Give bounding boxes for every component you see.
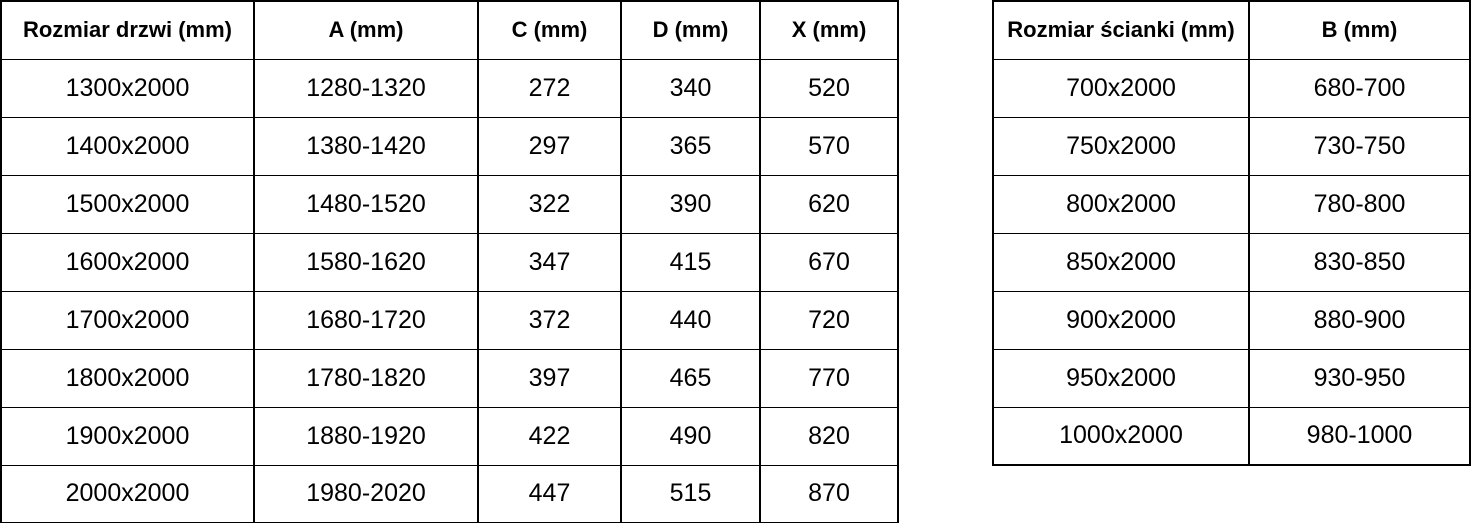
table-cell: 870	[760, 465, 898, 523]
table-cell: 340	[621, 59, 760, 117]
table-row	[993, 59, 1470, 117]
table-cell: 1480-1520	[254, 175, 478, 233]
table-cell: 1780-1820	[254, 349, 478, 407]
table-cell: 830-850	[1249, 233, 1470, 291]
table-cell: 670	[760, 233, 898, 291]
table-cell: 365	[621, 117, 760, 175]
table-row	[1, 233, 898, 291]
table-row	[993, 175, 1470, 233]
table-cell: 1700x2000	[1, 291, 254, 349]
table-row	[993, 349, 1470, 407]
column-header: D (mm)	[621, 1, 760, 59]
table-cell: 1300x2000	[1, 59, 254, 117]
table-cell: 1000x2000	[993, 407, 1249, 465]
header-row	[1, 1, 898, 59]
table-cell: 750x2000	[993, 117, 1249, 175]
table-cell: 770	[760, 349, 898, 407]
table-cell: 397	[478, 349, 621, 407]
table-cell: 850x2000	[993, 233, 1249, 291]
table-cell: 490	[621, 407, 760, 465]
wall-sizes-table-body	[993, 59, 1470, 465]
table-row	[993, 233, 1470, 291]
table-cell: 422	[478, 407, 621, 465]
table-cell: 297	[478, 117, 621, 175]
table-cell: 680-700	[1249, 59, 1470, 117]
table-cell: 520	[760, 59, 898, 117]
table-cell: 347	[478, 233, 621, 291]
column-header: B (mm)	[1249, 1, 1470, 59]
table-cell: 1280-1320	[254, 59, 478, 117]
table-cell: 440	[621, 291, 760, 349]
column-header: A (mm)	[254, 1, 478, 59]
table-cell: 1900x2000	[1, 407, 254, 465]
table-cell: 1380-1420	[254, 117, 478, 175]
table-row	[1, 465, 898, 523]
table-row	[993, 291, 1470, 349]
table-cell: 272	[478, 59, 621, 117]
door-sizes-table-body	[1, 59, 898, 523]
wall-sizes-table-head	[993, 1, 1470, 59]
table-cell: 880-900	[1249, 291, 1470, 349]
wall-sizes-table	[992, 0, 1471, 466]
table-cell: 820	[760, 407, 898, 465]
table-cell: 447	[478, 465, 621, 523]
table-cell: 950x2000	[993, 349, 1249, 407]
table-cell: 1980-2020	[254, 465, 478, 523]
table-row	[1, 291, 898, 349]
table-cell: 930-950	[1249, 349, 1470, 407]
column-header: Rozmiar ścianki (mm)	[993, 1, 1249, 59]
table-cell: 720	[760, 291, 898, 349]
table-cell: 1600x2000	[1, 233, 254, 291]
table-row	[1, 349, 898, 407]
table-row	[1, 59, 898, 117]
table-cell: 1500x2000	[1, 175, 254, 233]
column-header: X (mm)	[760, 1, 898, 59]
table-cell: 780-800	[1249, 175, 1470, 233]
table-cell: 900x2000	[993, 291, 1249, 349]
column-header: Rozmiar drzwi (mm)	[1, 1, 254, 59]
table-cell: 390	[621, 175, 760, 233]
table-cell: 800x2000	[993, 175, 1249, 233]
table-cell: 322	[478, 175, 621, 233]
door-sizes-table-head	[1, 1, 898, 59]
table-cell: 465	[621, 349, 760, 407]
table-cell: 730-750	[1249, 117, 1470, 175]
table-cell: 1680-1720	[254, 291, 478, 349]
table-cell: 1880-1920	[254, 407, 478, 465]
table-cell: 415	[621, 233, 760, 291]
table-cell: 372	[478, 291, 621, 349]
table-cell: 1580-1620	[254, 233, 478, 291]
column-header: C (mm)	[478, 1, 621, 59]
table-row	[1, 117, 898, 175]
table-row	[1, 407, 898, 465]
table-cell: 2000x2000	[1, 465, 254, 523]
header-row	[993, 1, 1470, 59]
table-row	[1, 175, 898, 233]
table-row	[993, 117, 1470, 175]
table-cell: 620	[760, 175, 898, 233]
table-cell: 980-1000	[1249, 407, 1470, 465]
table-cell: 1400x2000	[1, 117, 254, 175]
table-cell: 570	[760, 117, 898, 175]
table-row	[993, 407, 1470, 465]
table-cell: 700x2000	[993, 59, 1249, 117]
table-cell: 1800x2000	[1, 349, 254, 407]
table-cell: 515	[621, 465, 760, 523]
